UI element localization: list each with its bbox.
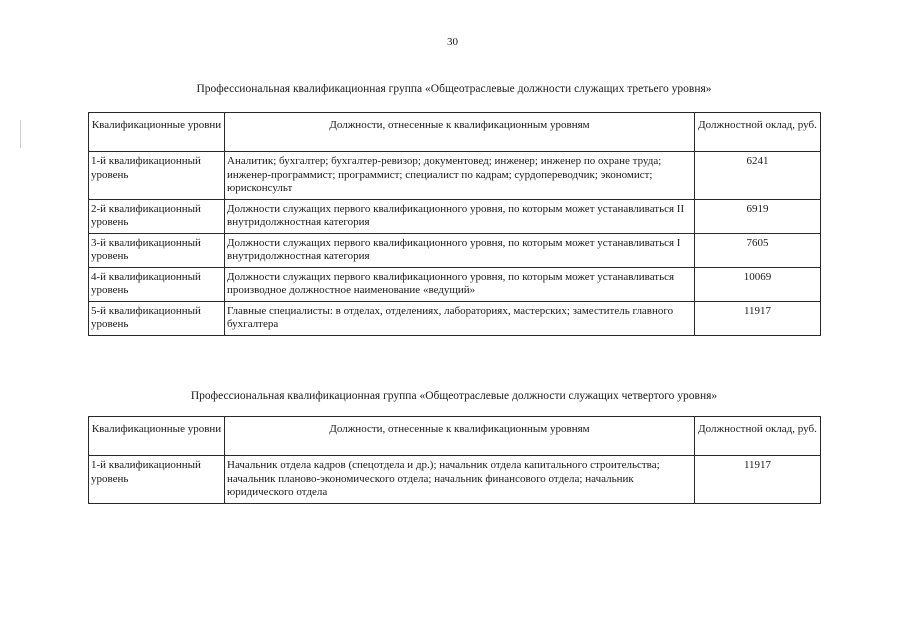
table-header-row [89, 417, 821, 456]
header-levels: Квалификационные уровни [89, 113, 225, 152]
header-salary: Должностной оклад, руб. [695, 113, 821, 152]
positions-cell: Аналитик; бухгалтер; бухгалтер-ревизор; документовед; инженер; инженер по охране труда; инженер-программист; программист; специалист по кадрам; сурдопереводчик; экономист; юрисконсульт [225, 152, 695, 200]
header-salary: Должностной оклад, руб. [695, 417, 821, 456]
salary-cell: 7605 [695, 233, 821, 267]
section-title-fourth-level: Профессиональная квалификационная группа «Общеотраслевые должности служащих четвертого уровня» [190, 390, 718, 402]
table-row [89, 152, 821, 200]
table-row [89, 267, 821, 301]
qualification-table-third-level [88, 112, 821, 336]
salary-cell: 6241 [695, 152, 821, 200]
header-levels: Квалификационные уровни [89, 417, 225, 456]
header-positions: Должности, отнесенные к квалификационным уровням [225, 113, 695, 152]
table-row [89, 199, 821, 233]
salary-cell: 10069 [695, 267, 821, 301]
level-cell: 1-й квалификационный уровень [89, 456, 225, 504]
table-row [89, 456, 821, 504]
level-cell: 3-й квалификационный уровень [89, 233, 225, 267]
positions-cell: Начальник отдела кадров (спецотдела и др.); начальник отдела капитального строительства; начальник планово-экономического отдела; начальник финансового отдела; начальник юридического отдела [225, 456, 695, 504]
positions-cell: Главные специалисты: в отделах, отделениях, лабораториях, мастерских; заместитель главного бухгалтера [225, 301, 695, 335]
positions-cell: Должности служащих первого квалификационного уровня, по которым может устанавливаться производное должностное наименование «ведущий» [225, 267, 695, 301]
table-row [89, 301, 821, 335]
level-cell: 2-й квалификационный уровень [89, 199, 225, 233]
level-cell: 1-й квалификационный уровень [89, 152, 225, 200]
salary-cell: 11917 [695, 456, 821, 504]
table-header-row [89, 113, 821, 152]
table-row [89, 233, 821, 267]
scan-margin-mark [20, 120, 21, 148]
header-positions: Должности, отнесенные к квалификационным уровням [225, 417, 695, 456]
page-number: 30 [447, 36, 458, 48]
qualification-table-fourth-level [88, 416, 821, 504]
salary-cell: 11917 [695, 301, 821, 335]
positions-cell: Должности служащих первого квалификационного уровня, по которым может устанавливаться I внутридолжностная категория [225, 233, 695, 267]
positions-cell: Должности служащих первого квалификационного уровня, по которым может устанавливаться II внутридолжностная категория [225, 199, 695, 233]
level-cell: 5-й квалификационный уровень [89, 301, 225, 335]
salary-cell: 6919 [695, 199, 821, 233]
level-cell: 4-й квалификационный уровень [89, 267, 225, 301]
section-title-third-level: Профессиональная квалификационная группа «Общеотраслевые должности служащих третьего уровня» [196, 83, 712, 95]
